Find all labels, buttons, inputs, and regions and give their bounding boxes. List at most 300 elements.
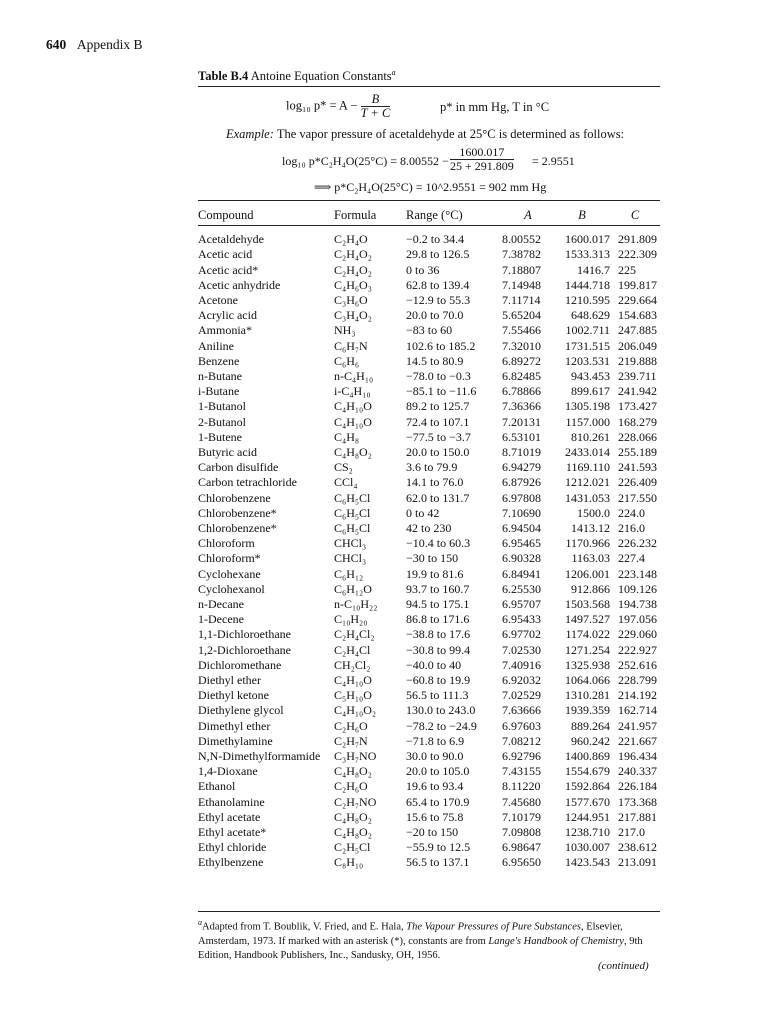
range-cell: −55.9 to 12.5 [406, 840, 471, 855]
footnote [198, 911, 660, 963]
b-cell: 1163.03 [571, 551, 610, 566]
compound-cell: Diethylene glycol [198, 703, 284, 718]
c-cell: 226.409 [618, 475, 657, 490]
c-cell: 241.942 [618, 384, 657, 399]
b-cell: 1002.711 [565, 323, 610, 338]
table-row [198, 779, 660, 794]
a-cell: 6.53101 [502, 429, 541, 444]
compound-cell: Ethanolamine [198, 794, 265, 809]
table-row [198, 506, 660, 521]
table-row [198, 734, 660, 749]
b-cell: 1212.021 [565, 475, 610, 490]
example-calc-line1 [198, 144, 660, 178]
table-body [198, 226, 660, 871]
compound-cell: 1-Butanol [198, 399, 246, 414]
range-cell: 89.2 to 125.7 [406, 399, 470, 414]
formula-cell: C₃H₄O₂ [334, 308, 372, 323]
caption-rule [198, 86, 660, 87]
b-cell: 1238.710 [565, 825, 610, 840]
range-cell: −78.2 to −24.9 [406, 718, 477, 733]
range-cell: 0 to 42 [406, 505, 440, 520]
b-cell: 1600.017 [565, 232, 610, 247]
range-cell: −71.8 to 6.9 [406, 733, 465, 748]
table-row [198, 369, 660, 384]
range-cell: −85.1 to −11.6 [406, 384, 477, 399]
c-cell: 221.667 [618, 733, 657, 748]
compound-cell: Carbon tetrachloride [198, 475, 297, 490]
formula-cell: C₂H₇N [334, 733, 368, 748]
a-cell: 6.87926 [502, 475, 541, 490]
a-cell: 7.36366 [502, 399, 541, 414]
table-title: Antoine Equation Constants [250, 69, 392, 84]
formula-cell: C₆H₅Cl [334, 490, 371, 505]
c-cell: 217.881 [618, 809, 657, 824]
range-cell: −83 to 60 [406, 323, 453, 338]
table-row [198, 263, 660, 278]
formula-cell: n-C₁₀H₂₂ [334, 597, 378, 612]
a-cell: 7.55466 [502, 323, 541, 338]
header-range: Range (°C) [406, 205, 502, 226]
compound-cell: Acetaldehyde [198, 232, 264, 247]
a-cell: 6.94504 [502, 521, 541, 536]
a-cell: 7.43155 [502, 764, 541, 779]
table-row [198, 855, 660, 870]
b-cell: 1497.527 [565, 612, 610, 627]
b-cell: 1305.198 [565, 399, 610, 414]
formula-cell: n-C₄H₁₀ [334, 368, 374, 383]
compound-cell: Carbon disulfide [198, 460, 279, 475]
c-cell: 206.049 [618, 338, 657, 353]
table-row [198, 354, 660, 369]
b-cell: 810.261 [571, 429, 610, 444]
calc-lhs: log₁₀ p*C₂H₄O(25°C) = 8.00552 − [282, 154, 449, 169]
compound-cell: Chlorobenzene* [198, 505, 277, 520]
range-cell: 19.6 to 93.4 [406, 779, 464, 794]
c-cell: 109.126 [618, 581, 657, 596]
table-row [198, 460, 660, 475]
table-label: Table B.4 [198, 69, 249, 84]
b-cell: 1400.869 [565, 749, 610, 764]
range-cell: 14.1 to 76.0 [406, 475, 464, 490]
formula-cell: C₄H₁₀O [334, 673, 372, 688]
table-row [198, 521, 660, 536]
b-cell: 960.242 [571, 733, 610, 748]
formula-cell: C₂H₄O₂ [334, 247, 372, 262]
compound-cell: Chloroform* [198, 551, 261, 566]
c-cell: 228.799 [618, 673, 657, 688]
compound-cell: Ethanol [198, 779, 236, 794]
compound-cell: n-Decane [198, 597, 244, 612]
calc-fraction [450, 146, 514, 173]
table-row [198, 323, 660, 338]
a-cell: 6.97702 [502, 627, 541, 642]
compound-cell: Acetic acid* [198, 262, 259, 277]
b-cell: 1157.000 [565, 414, 610, 429]
c-cell: 241.593 [618, 460, 657, 475]
c-cell: 217.550 [618, 490, 657, 505]
compound-cell: Diethyl ketone [198, 688, 269, 703]
range-cell: 15.6 to 75.8 [406, 809, 464, 824]
c-cell: 223.148 [618, 566, 657, 581]
equation-units: p* in mm Hg, T in °C [440, 100, 550, 115]
table-row [198, 226, 660, 248]
compound-cell: Ethyl chloride [198, 840, 267, 855]
compound-cell: Ammonia* [198, 323, 252, 338]
b-cell: 889.264 [571, 718, 610, 733]
footnote-title-1: The Vapour Pressures of Pure Substances [406, 921, 581, 933]
b-cell: 1500.0 [577, 505, 610, 520]
formula-cell: C₆H₅Cl [334, 505, 371, 520]
range-cell: 30.0 to 90.0 [406, 749, 464, 764]
formula-cell: C₄H₈O₂ [334, 809, 372, 824]
footnote-mark: a [198, 918, 202, 927]
b-cell: 1203.531 [565, 353, 610, 368]
table-row [198, 810, 660, 825]
formula-cell: C₄H₈O₂ [334, 445, 372, 459]
equation-denominator: T + C [360, 106, 391, 121]
b-cell: 912.866 [571, 581, 610, 596]
calc-result: ⟹ p*C₂H₄O(25°C) = 10^2.9551 = 902 mm Hg [314, 180, 547, 195]
formula-cell: C₆H₅Cl [334, 521, 371, 536]
c-cell: 240.337 [618, 764, 657, 779]
table-header-row [198, 205, 660, 226]
table-container [198, 68, 660, 871]
table-row [198, 491, 660, 506]
a-cell: 7.08212 [502, 733, 541, 748]
range-cell: −30.8 to 99.4 [406, 642, 471, 657]
a-cell: 5.65204 [502, 308, 541, 323]
a-cell: 7.40916 [502, 657, 541, 672]
table-row [198, 293, 660, 308]
table-row [198, 673, 660, 688]
a-cell: 7.14948 [502, 277, 541, 292]
c-cell: 225 [618, 262, 636, 277]
b-cell: 1170.966 [565, 536, 610, 551]
c-cell: 226.184 [618, 779, 657, 794]
page-number: 640 [46, 37, 67, 52]
compound-cell: Dichloromethane [198, 657, 282, 672]
b-cell: 1416.7 [577, 262, 610, 277]
c-cell: 219.888 [618, 353, 657, 368]
a-cell: 7.32010 [502, 338, 541, 353]
b-cell: 648.629 [571, 308, 610, 323]
header-b: B [554, 205, 610, 226]
page-header [46, 37, 143, 53]
a-cell: 8.71019 [502, 445, 541, 459]
c-cell: 247.885 [618, 323, 657, 338]
formula-cell: C₆H₇N [334, 338, 368, 353]
table-row [198, 764, 660, 779]
a-cell: 6.95465 [502, 536, 541, 551]
formula-cell: CH₂Cl₂ [334, 657, 371, 672]
formula-cell: C₆H₁₂O [334, 581, 372, 596]
c-cell: 239.711 [618, 368, 657, 383]
compound-cell: 2-Butanol [198, 414, 246, 429]
c-cell: 194.738 [618, 597, 657, 612]
a-cell: 6.97808 [502, 490, 541, 505]
b-cell: 943.453 [571, 368, 610, 383]
calc-numerator: 1600.017 [450, 146, 514, 160]
c-cell: 197.056 [618, 612, 657, 627]
table-row [198, 719, 660, 734]
table-row [198, 749, 660, 764]
b-cell: 1210.595 [565, 292, 610, 307]
c-cell: 213.091 [618, 855, 657, 870]
compound-cell: n-Butane [198, 368, 242, 383]
header-top-rule [198, 200, 660, 201]
range-cell: 20.0 to 150.0 [406, 445, 470, 459]
table-row [198, 308, 660, 323]
b-cell: 1030.007 [565, 840, 610, 855]
b-cell: 1310.281 [565, 688, 610, 703]
formula-cell: C₄H₈ [334, 429, 360, 444]
header-compound: Compound [198, 205, 334, 226]
compound-cell: Dimethylamine [198, 733, 273, 748]
range-cell: 20.0 to 70.0 [406, 308, 464, 323]
range-cell: 65.4 to 170.9 [406, 794, 470, 809]
compound-cell: 1-Butene [198, 429, 242, 444]
compound-cell: Aniline [198, 338, 234, 353]
b-cell: 1577.670 [565, 794, 610, 809]
b-cell: 1554.679 [565, 764, 610, 779]
formula-cell: CS₂ [334, 460, 353, 475]
c-cell: 217.0 [618, 825, 645, 840]
compound-cell: Ethylbenzene [198, 855, 264, 870]
range-cell: −0.2 to 34.4 [406, 232, 465, 247]
b-cell: 1444.718 [565, 277, 610, 292]
table-row [198, 384, 660, 399]
a-cell: 6.94279 [502, 460, 541, 475]
table-row [198, 840, 660, 855]
table-row [198, 643, 660, 658]
a-cell: 8.11220 [502, 779, 541, 794]
a-cell: 6.90328 [502, 551, 541, 566]
a-cell: 6.92032 [502, 673, 541, 688]
c-cell: 229.060 [618, 627, 657, 642]
c-cell: 168.279 [618, 414, 657, 429]
formula-cell: NH₃ [334, 323, 356, 338]
range-cell: 62.8 to 139.4 [406, 277, 470, 292]
formula-cell: C₄H₈O₂ [334, 825, 372, 840]
compound-cell: Dimethyl ether [198, 718, 271, 733]
range-cell: 56.5 to 111.3 [406, 688, 469, 703]
table-row [198, 247, 660, 262]
c-cell: 238.612 [618, 840, 657, 855]
b-cell: 1244.951 [565, 809, 610, 824]
compound-cell: Cyclohexanol [198, 581, 265, 596]
compound-cell: i-Butane [198, 384, 240, 399]
header-formula: Formula [334, 205, 406, 226]
a-cell: 6.98647 [502, 840, 541, 855]
formula-cell: C₂H₆O [334, 779, 368, 794]
c-cell: 214.192 [618, 688, 657, 703]
c-cell: 255.189 [618, 445, 657, 459]
a-cell: 7.10179 [502, 809, 541, 824]
range-cell: −40.0 to 40 [406, 657, 462, 672]
a-cell: 7.09808 [502, 825, 541, 840]
formula-cell: C₈H₁₀ [334, 855, 364, 870]
calc-rhs: = 2.9551 [532, 154, 575, 169]
example-label: Example: [226, 127, 274, 142]
b-cell: 1423.543 [565, 855, 610, 870]
b-cell: 1413.12 [571, 521, 610, 536]
formula-cell: CCl₄ [334, 475, 358, 490]
example-sentence: The vapor pressure of acetaldehyde at 25°C is determined as follows: [276, 127, 625, 142]
a-cell: 7.18807 [502, 262, 541, 277]
compound-cell: Chlorobenzene* [198, 521, 277, 536]
compound-cell: Acrylic acid [198, 308, 257, 323]
formula-cell: CHCl₃ [334, 551, 367, 566]
range-cell: 94.5 to 175.1 [406, 597, 470, 612]
c-cell: 227.4 [618, 551, 645, 566]
a-cell: 7.11714 [502, 292, 541, 307]
formula-cell: C₄H₁₀O [334, 414, 372, 429]
compound-cell: Acetic anhydride [198, 277, 281, 292]
a-cell: 6.89272 [502, 353, 541, 368]
compound-cell: Ethyl acetate [198, 809, 261, 824]
range-cell: 62.0 to 131.7 [406, 490, 470, 505]
range-cell: −12.9 to 55.3 [406, 292, 471, 307]
range-cell: −10.4 to 60.3 [406, 536, 471, 551]
c-cell: 222.309 [618, 247, 657, 262]
range-cell: 19.9 to 81.6 [406, 566, 464, 581]
calc-denominator: 25 + 291.809 [450, 159, 514, 174]
table-row [198, 795, 660, 810]
range-cell: 20.0 to 105.0 [406, 764, 470, 779]
table-row [198, 551, 660, 566]
range-cell: −20 to 150 [406, 825, 459, 840]
b-cell: 1431.053 [565, 490, 610, 505]
b-cell: 1325.938 [565, 657, 610, 672]
a-cell: 7.20131 [502, 414, 541, 429]
footnote-text-1: Adapted from T. Boublik, V. Fried, and E. Hala, [202, 921, 407, 933]
formula-cell: C₃H₆O [334, 292, 368, 307]
table-row [198, 688, 660, 703]
formula-cell: C₄H₁₀O [334, 399, 372, 414]
compound-cell: Acetic acid [198, 247, 253, 262]
table-row [198, 627, 660, 642]
range-cell: 86.8 to 171.6 [406, 612, 470, 627]
compound-cell: 1,1-Dichloroethane [198, 627, 291, 642]
compound-cell: Benzene [198, 353, 240, 368]
table-row [198, 612, 660, 627]
section-title: Appendix B [76, 37, 143, 52]
a-cell: 7.45680 [502, 794, 541, 809]
a-cell: 6.25530 [502, 581, 541, 596]
formula-cell: C₅H₁₀O [334, 688, 372, 703]
b-cell: 1503.568 [565, 597, 610, 612]
compound-cell: Chlorobenzene [198, 490, 271, 505]
b-cell: 1174.022 [565, 627, 610, 642]
footnote-text-2: , Elsevier, Amsterdam, 1973. If marked with an asterisk (*), constants are from [198, 921, 623, 947]
c-cell: 173.427 [618, 399, 657, 414]
range-cell: 3.6 to 79.9 [406, 460, 458, 475]
c-cell: 228.066 [618, 429, 657, 444]
formula-cell: C₂H₇NO [334, 794, 377, 809]
table-row [198, 582, 660, 597]
a-cell: 7.38782 [502, 247, 541, 262]
c-cell: 216.0 [618, 521, 645, 536]
table-title-mark: a [391, 68, 396, 77]
range-cell: −77.5 to −3.7 [406, 429, 471, 444]
c-cell: 226.232 [618, 536, 657, 551]
table-row [198, 658, 660, 673]
table-row [198, 278, 660, 293]
formula-cell: C₆H₁₂ [334, 566, 364, 581]
compound-cell: Acetone [198, 292, 238, 307]
a-cell: 6.84941 [502, 566, 541, 581]
formula-cell: C₂H₄O₂ [334, 262, 372, 277]
compound-cell: 1-Decene [198, 612, 244, 627]
compound-cell: 1,2-Dichloroethane [198, 642, 291, 657]
a-cell: 7.63666 [502, 703, 541, 718]
range-cell: 14.5 to 80.9 [406, 353, 464, 368]
b-cell: 1206.001 [565, 566, 610, 581]
b-cell: 899.617 [571, 384, 610, 399]
a-cell: 7.02530 [502, 642, 541, 657]
b-cell: 1169.110 [565, 460, 610, 475]
a-cell: 6.95707 [502, 597, 541, 612]
a-cell: 7.02529 [502, 688, 541, 703]
compound-cell: Chloroform [198, 536, 255, 551]
c-cell: 241.957 [618, 718, 657, 733]
range-cell: 56.5 to 137.1 [406, 855, 470, 870]
formula-cell: CHCl₃ [334, 536, 367, 551]
range-cell: −30 to 150 [406, 551, 459, 566]
a-cell: 6.82485 [502, 368, 541, 383]
formula-cell: C₂H₄O [334, 232, 368, 247]
header-c: C [610, 205, 660, 226]
b-cell: 1939.359 [565, 703, 610, 718]
antoine-equation [198, 91, 660, 127]
a-cell: 8.00552 [502, 232, 541, 247]
example-calc-line2 [198, 178, 660, 198]
range-cell: 29.8 to 126.5 [406, 247, 470, 262]
c-cell: 199.817 [618, 277, 657, 292]
c-cell: 173.368 [618, 794, 657, 809]
c-cell: 291.809 [618, 232, 657, 247]
example-text [226, 127, 660, 142]
c-cell: 224.0 [618, 505, 645, 520]
table-row [198, 430, 660, 445]
range-cell: 72.4 to 107.1 [406, 414, 470, 429]
c-cell: 229.664 [618, 292, 657, 307]
range-cell: 0 to 36 [406, 262, 440, 277]
c-cell: 196.434 [618, 749, 657, 764]
formula-cell: i-C₄H₁₀ [334, 384, 371, 399]
footnote-title-2: Lange's Handbook of Chemistry [488, 935, 624, 947]
formula-cell: C₁₀H₂₀ [334, 612, 368, 627]
a-cell: 7.10690 [502, 505, 541, 520]
table-caption [198, 68, 660, 84]
formula-cell: C₂H₄Cl [334, 642, 371, 657]
footnote-text-3: , 9th Edition, Handbook Publishers, Inc., Sandusky, OH, 1956. [198, 935, 643, 961]
formula-cell: C₂H₅Cl [334, 840, 371, 855]
formula-cell: C₄H₈O₂ [334, 764, 372, 779]
compound-cell: Butyric acid [198, 445, 257, 459]
range-cell: −60.8 to 19.9 [406, 673, 471, 688]
b-cell: 1533.313 [565, 247, 610, 262]
compound-cell: Diethyl ether [198, 673, 261, 688]
b-cell: 1064.066 [565, 673, 610, 688]
range-cell: 42 to 230 [406, 521, 452, 536]
c-cell: 252.616 [618, 657, 657, 672]
c-cell: 154.683 [618, 308, 657, 323]
range-cell: 130.0 to 243.0 [406, 703, 476, 718]
range-cell: 102.6 to 185.2 [406, 338, 476, 353]
range-cell: −38.8 to 17.6 [406, 627, 471, 642]
table-row [198, 567, 660, 582]
